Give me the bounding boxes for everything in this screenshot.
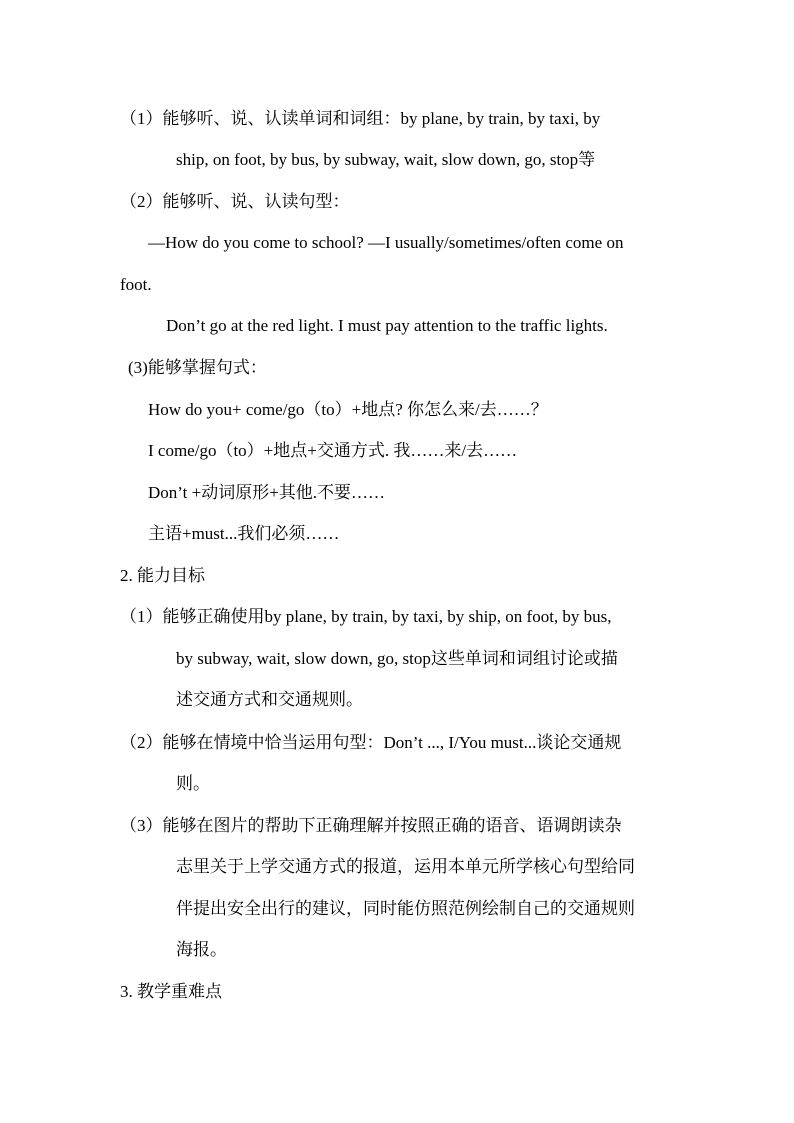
text-line-9: I come/go（to）+地点+交通方式. 我……来/去…… (148, 441, 518, 460)
section-heading-2: 2. 能力目标 (120, 566, 205, 585)
text-line-1: （1）能够听、说、认读单词和词组：by plane, by train, by taxi, by (120, 109, 601, 128)
text-line-18: （3）能够在图片的帮助下正确理解并按照正确的语音、语调朗读杂 (120, 816, 622, 835)
text-line-17: 则。 (176, 774, 210, 793)
text-line-15: 述交通方式和交通规则。 (176, 690, 363, 709)
text-line-10: Don’t +动词原形+其他.不要…… (148, 483, 386, 502)
section-heading-3: 3. 教学重难点 (120, 982, 222, 1001)
text-line-5: foot. (120, 275, 152, 294)
text-line-6: Don’t go at the red light. I must pay attention to the traffic lights. (166, 316, 608, 335)
text-line-3: （2）能够听、说、认读句型： (120, 192, 350, 211)
text-line-11: 主语+must...我们必须…… (148, 524, 340, 543)
text-line-4: —How do you come to school? —I usually/sometimes/often come on (148, 233, 624, 252)
text-line-20: 伴提出安全出行的建议，同时能仿照范例绘制自己的交通规则 (176, 899, 635, 918)
text-line-2: ship, on foot, by bus, by subway, wait, slow down, go, stop等 (176, 150, 596, 169)
text-line-14: by subway, wait, slow down, go, stop这些单词和词组讨论或描 (176, 649, 618, 668)
text-line-19: 志里关于上学交通方式的报道，运用本单元所学核心句型给同 (176, 857, 635, 876)
text-line-13: （1）能够正确使用by plane, by train, by taxi, by ship, on foot, by bus, (120, 607, 612, 626)
text-line-8: How do you+ come/go（to）+地点? 你怎么来/去……？ (148, 400, 548, 419)
text-line-7: (3)能够掌握句式： (128, 358, 267, 377)
text-line-21: 海报。 (176, 940, 227, 959)
text-line-16: （2）能够在情境中恰当运用句型：Don’t ..., I/You must...谈论交通规 (120, 733, 622, 752)
